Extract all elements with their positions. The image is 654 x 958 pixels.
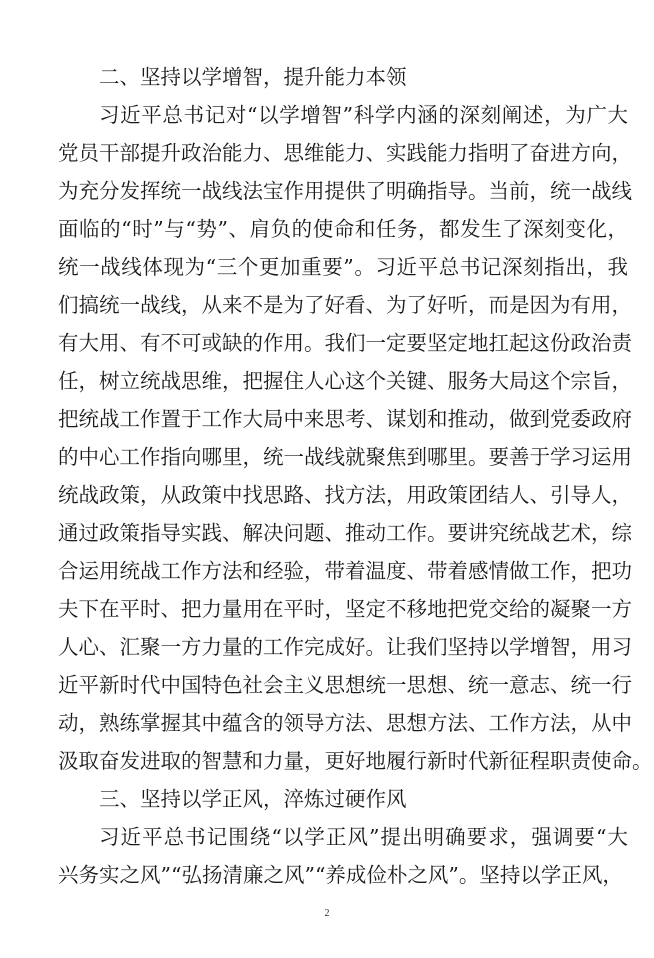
paragraph-line: 习近平总书记围绕“以学正风”提出明确要求，强调要“大 (99, 825, 628, 849)
paragraph-line: 夫下在平时、把力量用在平时，坚定不移地把党交给的凝聚一方 (58, 597, 632, 621)
section-heading-3: 三、坚持以学正风，淬炼过硬作风 (99, 787, 407, 811)
section-heading-2: 二、坚持以学增智，提升能力本领 (99, 65, 407, 89)
paragraph-line: 人心、汇聚一方力量的工作完成好。让我们坚持以学增智，用习 (58, 635, 632, 659)
paragraph-line: 为充分发挥统一战线法宝作用提供了明确指导。当前，统一战线 (58, 179, 632, 203)
document-body (58, 58, 653, 894)
paragraph-line: 任，树立统战思维，把握住人心这个关键、服务大局这个宗旨， (58, 369, 632, 393)
paragraph-line: 们搞统一战线，从来不是为了好看、为了好听，而是因为有用， (58, 293, 632, 317)
paragraph-line: 统战政策，从政策中找思路、找方法，用政策团结人、引导人， (58, 483, 632, 507)
page-number: 2 (324, 908, 330, 919)
paragraph-line: 近平新时代中国特色社会主义思想统一思想、统一意志、统一行 (58, 673, 632, 697)
paragraph-line: 党员干部提升政治能力、思维能力、实践能力指明了奋进方向， (58, 141, 632, 165)
paragraph-line: 面临的“时”与“势”、肩负的使命和任务，都发生了深刻变化， (58, 217, 628, 241)
paragraph-line: 动，熟练掌握其中蕴含的领导方法、思想方法、工作方法，从中 (58, 711, 632, 735)
paragraph-line: 的中心工作指向哪里，统一战线就聚焦到哪里。要善于学习运用 (58, 445, 632, 469)
paragraph-line: 习近平总书记对“以学增智”科学内涵的深刻阐述，为广大 (99, 103, 628, 127)
paragraph-line: 兴务实之风”“弘扬清廉之风”“养成俭朴之风”。坚持以学正风， (58, 863, 623, 887)
paragraph-line: 汲取奋发进取的智慧和力量，更好地履行新时代新征程职责使命。 (58, 749, 653, 773)
paragraph-line: 统一战线体现为“三个更加重要”。习近平总书记深刻指出，我 (58, 255, 628, 279)
paragraph-line: 合运用统战工作方法和经验，带着温度、带着感情做工作，把功 (58, 559, 632, 583)
paragraph-line: 有大用、有不可或缺的作用。我们一定要坚定地扛起这份政治责 (58, 331, 632, 355)
paragraph-line: 通过政策指导实践、解决问题、推动工作。要讲究统战艺术，综 (58, 521, 632, 545)
paragraph-line: 把统战工作置于工作大局中来思考、谋划和推动，做到党委政府 (58, 407, 632, 431)
